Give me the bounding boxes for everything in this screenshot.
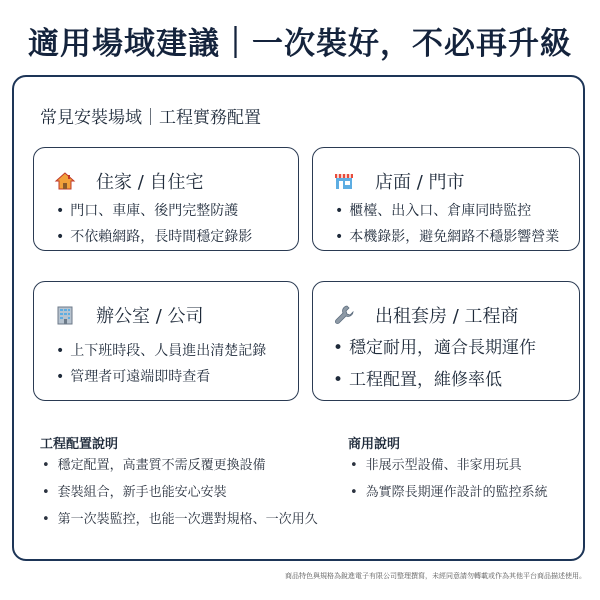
engineering-list — [42, 452, 318, 533]
house-icon — [54, 170, 76, 192]
list-item: • 第一次裝監控，也能一次選對規格、一次用久 — [42, 506, 318, 533]
list-item: • 為實際長期運作設計的監控系統 — [350, 479, 548, 506]
card-list — [56, 198, 252, 250]
commercial-list — [350, 452, 548, 506]
card-list — [335, 198, 559, 250]
card-title: 住家 / 自住宅 — [96, 172, 204, 193]
list-item: • 不依賴網路，長時間穩定錄影 — [56, 224, 252, 250]
card-home — [33, 147, 299, 251]
venue-panel — [12, 75, 585, 561]
commercial-title: 商用說明 — [348, 437, 401, 452]
list-item: • 非展示型設備、非家用玩具 — [350, 452, 548, 479]
list-item: • 套裝組合，新手也能安心安裝 — [42, 479, 318, 506]
card-title: 辦公室 / 公司 — [96, 306, 204, 327]
list-item: • 櫃檯、出入口、倉庫同時監控 — [335, 198, 559, 224]
card-list — [333, 332, 536, 396]
list-item: • 穩定配置，高畫質不需反覆更換設備 — [42, 452, 318, 479]
card-list — [56, 338, 266, 390]
panel-heading: 常見安裝場域｜工程實務配置 — [40, 108, 261, 128]
office-building-icon — [54, 304, 76, 326]
list-item: • 工程配置，維修率低 — [333, 364, 536, 396]
list-item: • 本機錄影，避免網路不穩影響營業 — [335, 224, 559, 250]
card-title: 出租套房 / 工程商 — [375, 306, 519, 327]
list-item: • 穩定耐用，適合長期運作 — [333, 332, 536, 364]
engineering-title: 工程配置說明 — [40, 437, 119, 452]
page-title: 適用場域建議｜一次裝好，不必再升級 — [28, 26, 572, 62]
list-item: • 門口、車庫、後門完整防護 — [56, 198, 252, 224]
wrench-icon — [333, 304, 355, 326]
card-store — [312, 147, 580, 251]
card-rental — [312, 281, 580, 401]
list-item: • 上下班時段、人員進出清楚記錄 — [56, 338, 266, 364]
list-item: • 管理者可遠端即時查看 — [56, 364, 266, 390]
storefront-icon — [333, 170, 355, 192]
card-title: 店面 / 門市 — [375, 172, 465, 193]
copyright-footnote: 商品特色與規格為銳進電子有限公司整理撰寫，未經同意請勿轉載或作為其他平台商品描述使用。 — [285, 572, 586, 580]
card-office — [33, 281, 299, 401]
